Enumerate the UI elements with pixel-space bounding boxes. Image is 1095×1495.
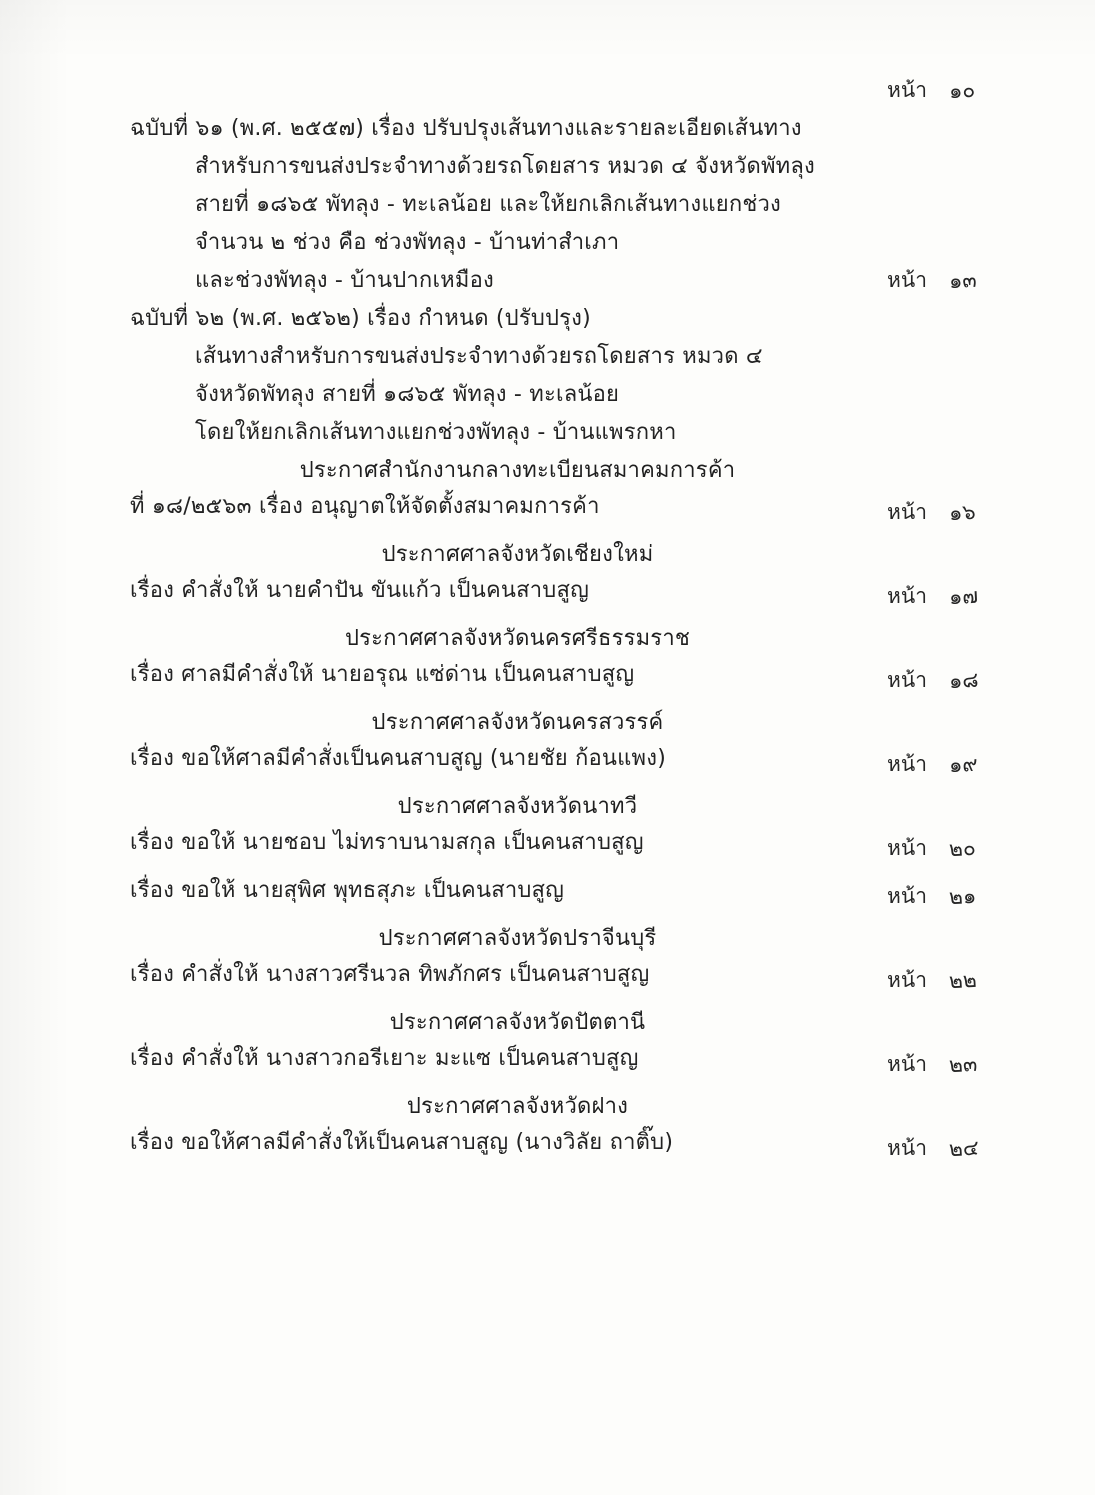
item-text: เรื่อง คำสั่งให้ นางสาวกอรีเยาะ มะแซ เป็นคนสาบสูญ	[130, 1046, 639, 1071]
item-text: เรื่อง ขอให้ นายสุพิศ พุทธสุภะ เป็นคนสาบสูญ	[130, 878, 565, 903]
section-heading-court-nakhon-sawan: ประกาศศาลจังหวัดนครสวรรค์	[371, 710, 664, 735]
page-number: ๑๙	[948, 751, 979, 778]
section-heading-court-pattani: ประกาศศาลจังหวัดปัตตานี	[389, 1010, 646, 1035]
page-number: ๑๐	[948, 77, 976, 104]
item-text: เรื่อง ขอให้ นายชอบ ไม่ทราบนามสกุล เป็นคนสาบสูญ	[130, 830, 644, 855]
page-label: หน้า	[887, 884, 927, 908]
page-label: หน้า	[887, 268, 927, 292]
item-text: เรื่อง คำสั่งให้ นายคำปัน ขันแก้ว เป็นคนสาบสูญ	[130, 578, 590, 603]
entry-line: ฉบับที่ ๖๒ (พ.ศ. ๒๕๖๒) เรื่อง กำหนด (ปรับปรุง)	[130, 306, 591, 331]
toc-item	[60, 1048, 1035, 1078]
page-reference	[887, 880, 995, 913]
section-heading-court-chiang-mai: ประกาศศาลจังหวัดเชียงใหม่	[381, 542, 654, 567]
toc-item	[60, 880, 1035, 910]
page-label: หน้า	[887, 1052, 927, 1076]
page-label: หน้า	[887, 836, 927, 860]
toc-item	[60, 1132, 1035, 1162]
page-number: ๒๒	[948, 967, 978, 994]
entry-line: โดยให้ยกเลิกเส้นทางแยกช่วงพัทลุง - บ้านแพรกหา	[195, 420, 677, 445]
page-label: หน้า	[887, 584, 927, 608]
section-heading-central-trade-association-registrar: ประกาศสำนักงานกลางทะเบียนสมาคมการค้า	[299, 458, 736, 483]
page-label: หน้า	[887, 78, 927, 102]
page-number: ๑๓	[948, 267, 978, 294]
page-reference	[887, 580, 995, 613]
page-reference	[887, 832, 995, 865]
page-reference	[887, 496, 995, 529]
page-reference	[887, 664, 995, 697]
page-label: หน้า	[887, 968, 927, 992]
toc-item	[60, 496, 1035, 526]
page-number: ๒๔	[948, 1135, 980, 1162]
entry-line: สำหรับการขนส่งประจำทางด้วยรถโดยสาร หมวด ๔ จังหวัดพัทลุง	[195, 154, 815, 179]
page-number: ๒๐	[948, 835, 977, 862]
item-text: เรื่อง ขอให้ศาลมีคำสั่งให้เป็นคนสาบสูญ (นางวิลัย ถาติ๊บ)	[130, 1130, 674, 1155]
item-text: ที่ ๑๘/๒๕๖๓ เรื่อง อนุญาตให้จัดตั้งสมาคมการค้า	[130, 494, 600, 519]
page-number: ๒๓	[948, 1051, 978, 1078]
section-heading-court-prachin-buri: ประกาศศาลจังหวัดปราจีนบุรี	[378, 926, 657, 951]
page-reference	[887, 748, 995, 781]
item-text: เรื่อง คำสั่งให้ นางสาวศรีนวล ทิพภักศร เป็นคนสาบสูญ	[130, 962, 650, 987]
page-number: ๑๗	[948, 583, 979, 610]
toc-item	[60, 664, 1035, 694]
toc-item	[60, 748, 1035, 778]
page-number: ๑๘	[948, 667, 980, 694]
item-text: เรื่อง ศาลมีคำสั่งให้ นายอรุณ แซ่ด่าน เป็นคนสาบสูญ	[130, 662, 635, 687]
page-reference	[887, 264, 995, 297]
entry-line: ฉบับที่ ๖๑ (พ.ศ. ๒๕๕๗) เรื่อง ปรับปรุงเส้นทางและรายละเอียดเส้นทาง	[130, 116, 802, 141]
entry-line: จังหวัดพัทลุง สายที่ ๑๘๖๕ พัทลุง - ทะเลน้อย	[195, 382, 620, 407]
section-heading-court-nakhon-si-thammarat: ประกาศศาลจังหวัดนครศรีธรรมราช	[344, 626, 691, 651]
toc-item	[60, 832, 1035, 862]
entry-line: สายที่ ๑๘๖๕ พัทลุง - ทะเลน้อย และให้ยกเลิกเส้นทางแยกช่วง	[195, 192, 781, 217]
entry-line: เส้นทางสำหรับการขนส่งประจำทางด้วยรถโดยสาร หมวด ๔	[195, 344, 763, 369]
page-reference	[887, 74, 995, 107]
page-label: หน้า	[887, 1136, 927, 1160]
page-label: หน้า	[887, 668, 927, 692]
page-number: ๒๑	[948, 883, 977, 910]
entry-line: จำนวน ๒ ช่วง คือ ช่วงพัทลุง - บ้านท่าสำเภา	[195, 230, 620, 255]
section-heading-court-fang: ประกาศศาลจังหวัดฝาง	[406, 1094, 629, 1119]
page-reference	[887, 964, 995, 997]
toc-item	[60, 964, 1035, 994]
page-label: หน้า	[887, 500, 927, 524]
page-label: หน้า	[887, 752, 927, 776]
item-text: เรื่อง ขอให้ศาลมีคำสั่งเป็นคนสาบสูญ (นายชัย ก้อนแพง)	[130, 746, 666, 771]
page-number: ๑๖	[948, 499, 977, 526]
section-heading-court-na-thawi: ประกาศศาลจังหวัดนาทวี	[397, 794, 638, 819]
page-reference	[887, 1132, 995, 1165]
toc-item	[60, 580, 1035, 610]
entry-line: และช่วงพัทลุง - บ้านปากเหมือง	[195, 268, 494, 293]
page-reference	[887, 1048, 995, 1081]
